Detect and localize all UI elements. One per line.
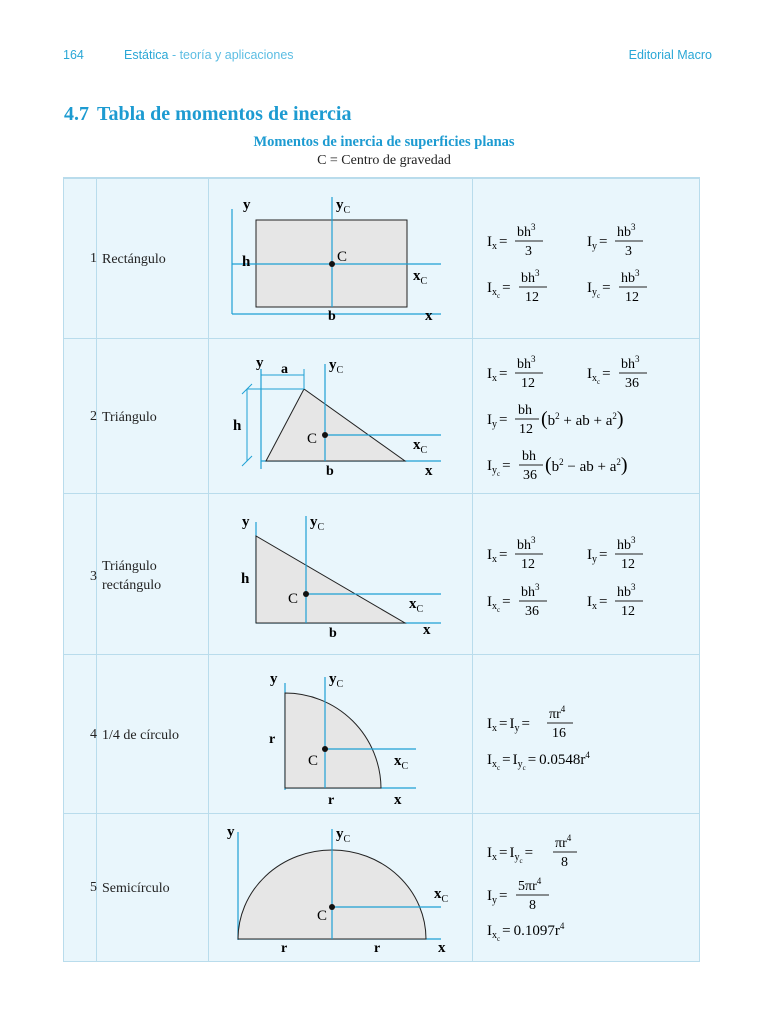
label-h: h — [242, 254, 251, 270]
label-xc: $x_C$ — [434, 886, 449, 905]
row-number: 5 — [90, 880, 97, 895]
row-number: 1 — [90, 251, 97, 266]
svg-text:16: 16 — [552, 726, 566, 741]
label-b: b — [329, 626, 337, 641]
svg-text:Ixc=: $I_{xc}$ = — [587, 366, 611, 386]
formula-ix — [487, 222, 543, 259]
formula-ixc — [487, 268, 547, 305]
section-heading — [64, 103, 351, 126]
svg-text:Ix=Iyc=: $I_x = I_{yc}$ = — [487, 845, 534, 865]
centroid-dot — [329, 904, 335, 910]
label-r-right: r — [374, 941, 381, 956]
formula-iyc — [587, 268, 647, 305]
svg-text:bh3: $bh^3$ — [517, 535, 536, 553]
label-yc: $y_C$ — [329, 357, 344, 376]
svg-text:36: 36 — [523, 468, 537, 483]
svg-text:hb3: $hb^3$ — [617, 582, 636, 600]
label-centroid: C — [288, 591, 299, 607]
svg-text:Iyc=: $I_{yc}$ = — [587, 280, 611, 300]
rectangle-figure — [209, 179, 471, 339]
svg-text:3: 3 — [525, 244, 532, 259]
row-number: 4 — [90, 727, 97, 742]
formula-ixc — [587, 354, 647, 391]
table-subtitle: C = Centro de gravedad — [317, 153, 451, 168]
formula-ix-2 — [587, 582, 643, 619]
svg-text:12: 12 — [625, 290, 639, 305]
label-x: x — [425, 463, 433, 479]
centroid-dot — [303, 591, 309, 597]
row-number: 3 — [90, 569, 97, 584]
svg-text:Ixc=Iyc=0.0548r4: $I_{xc} = I_{yc} = 0.0548r^4$ — [487, 750, 590, 772]
formula-ix — [487, 354, 543, 391]
svg-text:Iy=: $I_y$ = — [487, 888, 508, 906]
triangle-formulas — [474, 339, 699, 494]
svg-text:Ix=: $I_x$ = — [487, 366, 508, 384]
label-h: h — [233, 418, 242, 434]
table-title: Momentos de inercia de superficies planas — [253, 134, 515, 150]
formula-iy — [487, 403, 624, 437]
formula-ix-iy — [487, 704, 573, 741]
inertia-table — [63, 177, 700, 962]
svg-text:Ix=Iy=: $I_x = I_y$ = — [487, 716, 530, 734]
svg-text:5πr4: $5\pi r^4$ — [518, 876, 542, 894]
label-yc: $y_C$ — [310, 514, 325, 533]
svg-text:Iy=: $I_y$ = — [587, 547, 608, 565]
svg-text:12: 12 — [525, 290, 539, 305]
svg-text:πr4: $\pi r^4$ — [555, 833, 572, 851]
svg-text:8: 8 — [561, 855, 568, 870]
label-y: y — [256, 355, 264, 371]
label-centroid: C — [307, 431, 318, 447]
quarter-circle-figure — [209, 655, 471, 814]
label-b: b — [328, 309, 336, 324]
section-number: 4.7 — [64, 103, 89, 125]
label-centroid: C — [337, 249, 348, 265]
svg-text:hb3: $hb^3$ — [617, 535, 636, 553]
table-row — [64, 338, 699, 494]
row-shape-name: 1/4 de círculo — [102, 728, 179, 743]
table-row — [64, 813, 699, 962]
svg-text:bh3: $bh^3$ — [517, 222, 536, 240]
formula-ixc-iyc — [487, 750, 590, 772]
label-y: y — [242, 514, 250, 530]
formula-ixc — [487, 582, 547, 619]
page-number: 164 — [63, 48, 84, 62]
quarter-circle-shape — [285, 693, 381, 788]
formula-iyc — [487, 449, 628, 483]
row-shape-name: Triángulo — [102, 410, 157, 425]
semicircle-figure — [209, 814, 471, 962]
svg-text:Ixc=: $I_{xc}$ = — [487, 594, 511, 614]
svg-text:bh3: $bh^3$ — [517, 354, 536, 372]
centroid-dot — [322, 432, 328, 438]
right-triangle-formulas — [474, 494, 699, 655]
triangle-shape — [266, 389, 405, 461]
label-y: y — [243, 197, 251, 213]
label-xc: $x_C$ — [409, 596, 424, 615]
label-yc: $y_C$ — [329, 671, 344, 690]
label-x: x — [423, 622, 431, 638]
svg-text:bh3: $bh^3$ — [521, 582, 540, 600]
label-x: x — [425, 308, 433, 324]
formula-ix-iyc — [487, 833, 577, 870]
table-row — [64, 493, 699, 655]
row-number: 2 — [90, 409, 97, 424]
svg-text:12: 12 — [521, 376, 535, 391]
label-x: x — [394, 792, 402, 808]
label-yc: $y_C$ — [336, 197, 351, 216]
formula-iy — [487, 876, 549, 913]
svg-text:Ixc=0.1097r4: $I_{xc} = 0.1097r^4$ — [487, 921, 565, 943]
table-row — [64, 178, 699, 339]
svg-text:36: 36 — [625, 376, 639, 391]
formula-iy — [587, 222, 643, 259]
triangle-figure — [209, 339, 471, 494]
svg-text:12: 12 — [621, 604, 635, 619]
right-triangle-shape — [256, 536, 405, 623]
rectangle-formulas — [474, 179, 699, 339]
svg-text:36: 36 — [525, 604, 539, 619]
section-title: Tabla de momentos de inercia — [97, 103, 352, 125]
svg-text:12: 12 — [521, 557, 535, 572]
label-a: a — [281, 362, 288, 377]
svg-text:πr4: $\pi r^4$ — [549, 704, 566, 722]
right-triangle-figure — [209, 494, 471, 655]
label-y: y — [227, 824, 235, 840]
svg-text:bh: bh — [518, 403, 532, 418]
formula-iy — [587, 535, 643, 572]
quarter-circle-formulas — [474, 655, 699, 814]
row-shape-name: Triángulo rectángulo — [102, 559, 162, 593]
row-shape-name: Rectángulo — [102, 252, 166, 267]
svg-text:Ix=: $I_x$ = — [587, 594, 608, 612]
svg-text:bh3: $bh^3$ — [621, 354, 640, 372]
svg-text:hb3: $hb^3$ — [617, 222, 636, 240]
svg-text:Iy=: $I_y$ = — [487, 412, 508, 430]
svg-text:bh: bh — [522, 449, 536, 464]
svg-text:hb3: $hb^3$ — [621, 268, 640, 286]
svg-text:3: 3 — [625, 244, 632, 259]
label-centroid: C — [308, 753, 319, 769]
formula-ix — [487, 535, 543, 572]
label-r-horizontal: r — [328, 793, 335, 808]
book-subtitle: - teoría y aplicaciones — [168, 48, 294, 62]
label-h: h — [241, 571, 250, 587]
book-title-main: Estática — [124, 48, 169, 62]
semicircle-formulas — [474, 814, 699, 962]
svg-text:Iy=: $I_y$ = — [587, 234, 608, 252]
label-yc: $y_C$ — [336, 826, 351, 845]
label-centroid: C — [317, 908, 328, 924]
svg-text:(b2 − ab + a2): ($b^2$ − ab + $a^2$) — [545, 454, 628, 476]
svg-text:12: 12 — [519, 422, 533, 437]
row-shape-name: Semicírculo — [102, 881, 170, 896]
svg-text:12: 12 — [621, 557, 635, 572]
book-title — [124, 48, 294, 62]
centroid-dot — [322, 746, 328, 752]
svg-text:Iyc=: $I_{yc}$ = — [487, 458, 511, 478]
table-row — [64, 654, 699, 814]
label-xc: $x_C$ — [413, 437, 428, 456]
label-r-vertical: r — [269, 732, 276, 747]
label-x: x — [438, 940, 446, 956]
label-xc: $x_C$ — [394, 753, 409, 772]
centroid-dot — [329, 261, 335, 267]
label-xc: $x_C$ — [413, 268, 428, 287]
label-y: y — [270, 671, 278, 687]
svg-text:Ix=: $I_x$ = — [487, 234, 508, 252]
label-b: b — [326, 464, 334, 479]
svg-text:Ix=: $I_x$ = — [487, 547, 508, 565]
publisher: Editorial Macro — [628, 48, 712, 62]
formula-ixc — [487, 921, 565, 943]
svg-text:Ixc=: $I_{xc}$ = — [487, 280, 511, 300]
svg-text:(b2 + ab + a2): ($b^2$ + ab + $a^2$) — [541, 408, 624, 430]
label-r-left: r — [281, 941, 288, 956]
svg-text:bh3: $bh^3$ — [521, 268, 540, 286]
svg-text:8: 8 — [529, 898, 536, 913]
